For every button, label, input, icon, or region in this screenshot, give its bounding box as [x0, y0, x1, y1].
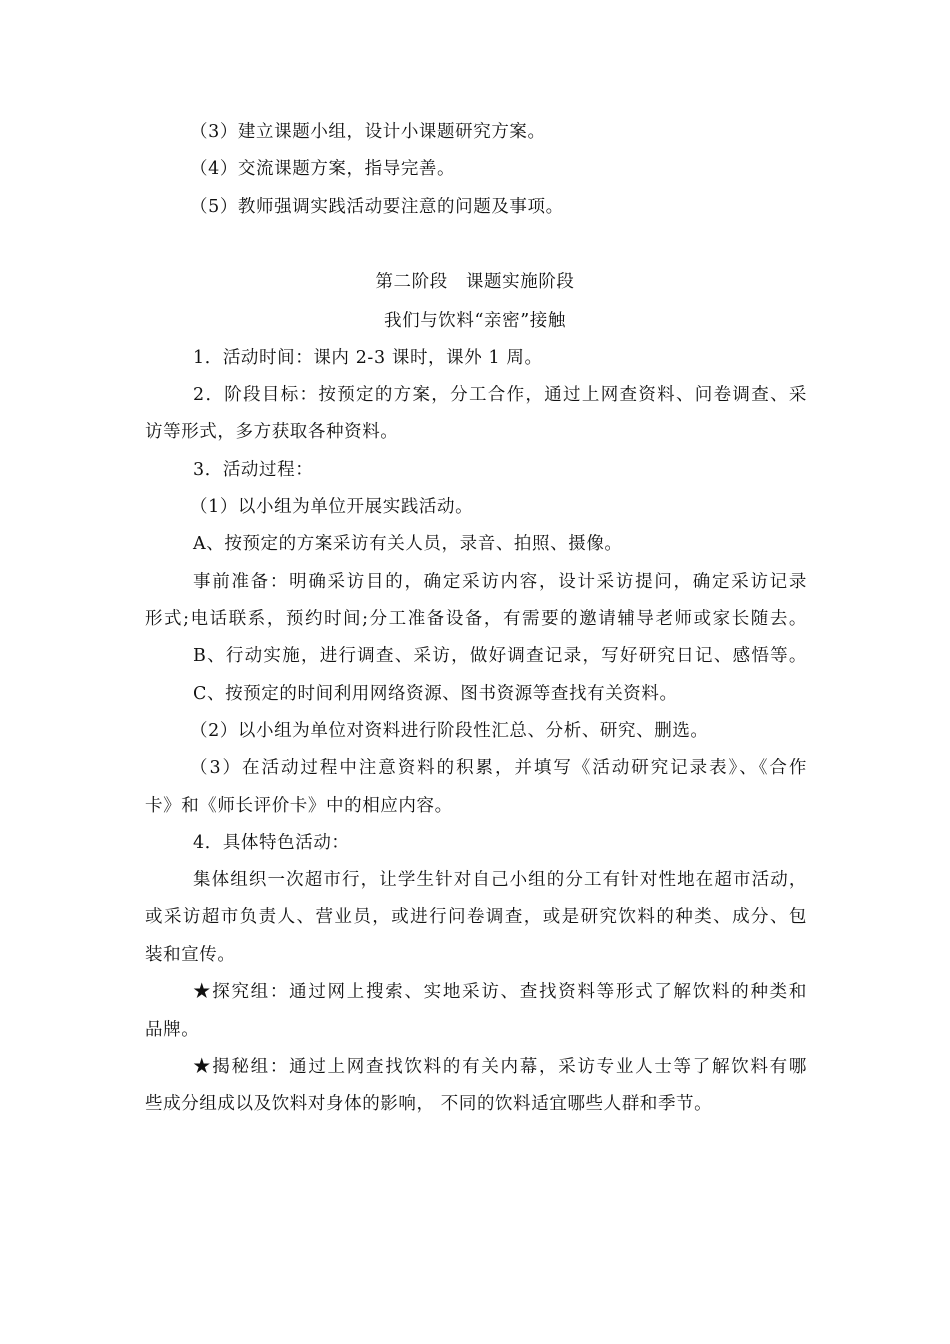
supermarket-para-line-2: 或采访超市负责人、营业员，或进行问卷调查，或是研究饮料的种类、成分、包 [145, 907, 807, 927]
supermarket-para-line-1: 集体组织一次超市行，让学生针对自己小组的分工有针对性地在超市活动， [193, 870, 807, 890]
process-item-1: （1）以小组为单位开展实践活动。 [190, 497, 474, 517]
activity-time: 1．活动时间：课内 2-3 课时，课外 1 周。 [193, 348, 543, 368]
stage-goal-line-1: 2．阶段目标：按预定的方案，分工合作，通过上网查资料、问卷调查、采 [193, 385, 807, 405]
explore-group-line-1: ★探究组：通过网上搜索、实地采访、查找资料等形式了解饮料的种类和 [193, 982, 807, 1002]
preparation-line-1: 事前准备：明确采访目的，确定采访内容，设计采访提问，确定采访记录 [193, 572, 807, 592]
activity-process-heading: 3．活动过程： [193, 460, 314, 480]
special-activities-heading: 4．具体特色活动： [193, 833, 350, 853]
reveal-group-line-1: ★揭秘组：通过上网查找饮料的有关内幕，采访专业人士等了解饮料有哪 [193, 1057, 807, 1077]
process-item-a: A、按预定的方案采访有关人员，录音、拍照、摄像。 [193, 534, 623, 554]
item-5-teacher-notes: （5）教师强调实践活动要注意的问题及事项。 [190, 197, 564, 217]
process-item-3-line-1: （3）在活动过程中注意资料的积累，并填写《活动研究记录表》、《合作 [190, 758, 807, 778]
preparation-line-2: 形式;电话联系，预约时间;分工准备设备，有需要的邀请辅导老师或家长随去。 [145, 609, 807, 629]
process-item-2: （2）以小组为单位对资料进行阶段性汇总、分析、研究、删选。 [190, 721, 709, 741]
stage-goal-line-2: 访等形式，多方获取各种资料。 [145, 422, 399, 442]
supermarket-para-line-3: 装和宣传。 [145, 945, 236, 965]
item-4-exchange-plans: （4）交流课题方案，指导完善。 [190, 159, 456, 179]
section-subtitle: 我们与饮料“亲密”接触 [384, 311, 566, 331]
section-heading: 第二阶段 课题实施阶段 [375, 272, 575, 292]
reveal-group-line-2: 些成分组成以及饮料对身体的影响， 不同的饮料适宜哪些人群和季节。 [145, 1094, 713, 1114]
process-item-c: C、按预定的时间利用网络资源、图书资源等查找有关资料。 [193, 684, 678, 704]
process-item-3-line-2: 卡》和《师长评价卡》中的相应内容。 [145, 796, 453, 816]
item-3-create-groups: （3）建立课题小组，设计小课题研究方案。 [190, 122, 546, 142]
process-item-b: B、行动实施，进行调查、采访，做好调查记录，写好研究日记、感悟等。 [193, 646, 807, 666]
explore-group-line-2: 品牌。 [145, 1020, 200, 1040]
